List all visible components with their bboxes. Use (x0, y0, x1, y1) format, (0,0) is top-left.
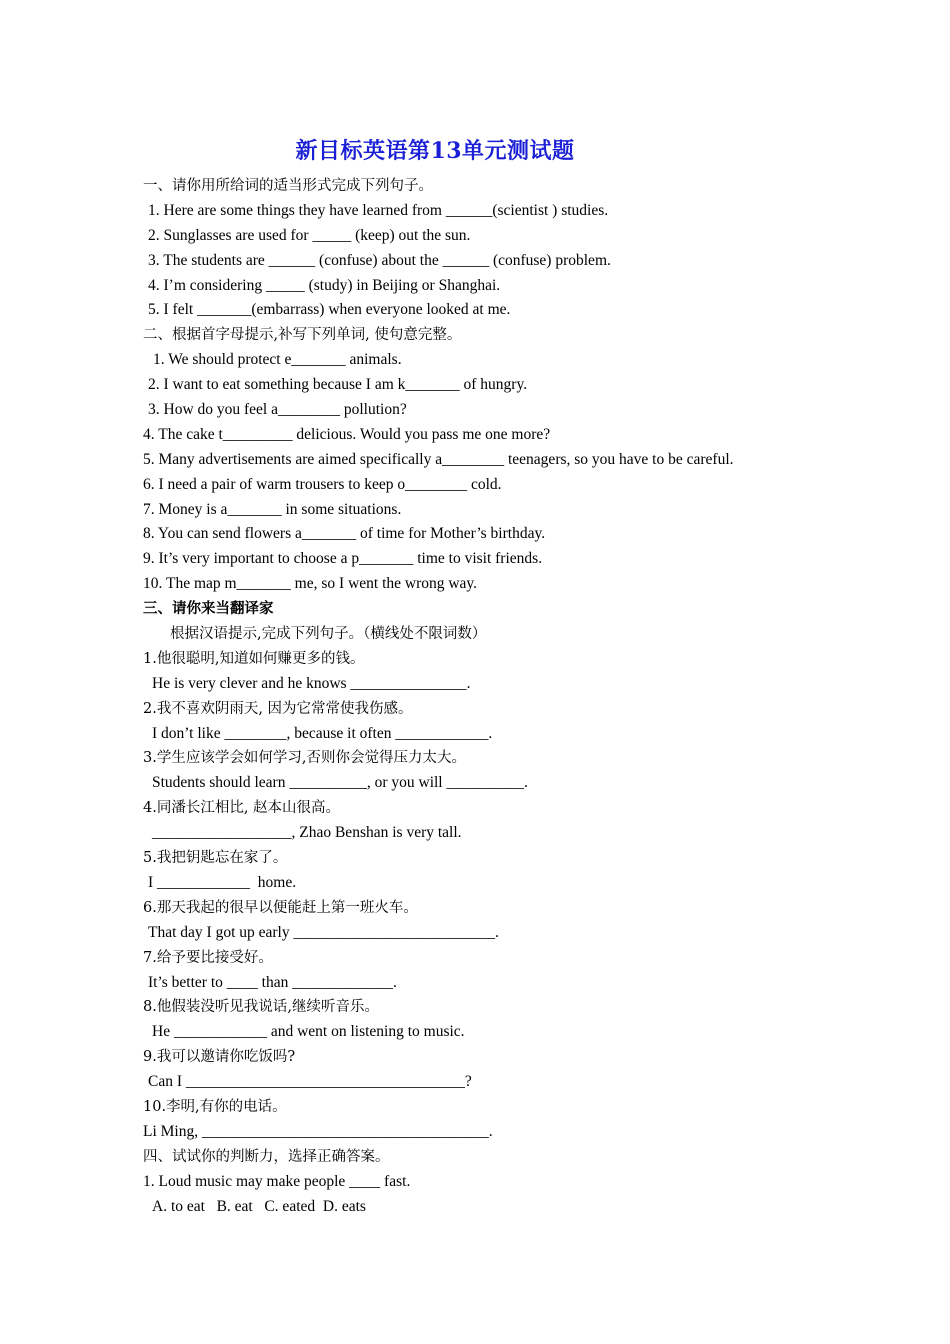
question-line: 1. Loud music may make people ____ fast. (143, 1172, 411, 1190)
question-line: 1. We should protect e_______ animals. (153, 351, 402, 369)
chinese-prompt: 6.那天我起的很早以便能赶上第一班火车。 (143, 899, 418, 916)
translation-line: Li Ming, _____________________________________. (143, 1122, 493, 1140)
section-1-heading: 一、请你用所给词的适当形式完成下列句子。 (143, 178, 433, 194)
chinese-prompt: 10.李明,有你的电话。 (143, 1098, 287, 1115)
translation-line: I don’t like ________, because it often ____________. (152, 724, 493, 742)
question-line: 4. I’m considering _____ (study) in Beijing or Shanghai. (148, 276, 501, 294)
chinese-prompt: 1.他很聪明,知道如何赚更多的钱。 (143, 650, 365, 667)
chinese-prompt: 3.学生应该学会如何学习,否则你会觉得压力太大。 (143, 750, 466, 767)
section-2-heading: 二、根据首字母提示,补写下列单词, 使句意完整。 (143, 327, 462, 344)
answer-options: A. to eat B. eat C. eated D. eats (152, 1197, 366, 1215)
chinese-prompt: 9.我可以邀请你吃饭吗? (143, 1049, 296, 1066)
translation-line: I ____________ home. (148, 873, 297, 891)
question-line: 10. The map m_______ me, so I went the wrong way. (143, 575, 478, 593)
question-line: 7. Money is a_______ in some situations. (143, 500, 402, 518)
question-line: 9. It’s very important to choose a p_______ time to visit friends. (143, 550, 543, 568)
question-line: 6. I need a pair of warm trousers to keep o________ cold. (143, 475, 502, 493)
chinese-prompt: 2.我不喜欢阴雨天, 因为它常常使我伤感。 (143, 700, 413, 717)
question-line: 5. Many advertisements are aimed specifically a________ teenagers, so you have to be careful. (143, 450, 734, 468)
question-line: 1. Here are some things they have learned from ______(scientist ) studies. (148, 201, 609, 219)
question-line: 3. How do you feel a________ pollution? (148, 401, 407, 419)
question-line: 2. Sunglasses are used for _____ (keep) out the sun. (148, 226, 471, 244)
translation-line: It’s better to ____ than _____________. (148, 973, 397, 991)
question-line: 8. You can send flowers a_______ of time for Mother’s birthday. (143, 525, 546, 543)
section-3-instruction: 根据汉语提示,完成下列句子。（横线处不限词数） (170, 626, 487, 643)
document-body (0, 174, 950, 1219)
chinese-prompt: 8.他假装没听见我说话,继续听音乐。 (143, 999, 379, 1016)
translation-line: He is very clever and he knows _______________. (152, 674, 471, 692)
translation-line: Can I ____________________________________? (148, 1073, 472, 1091)
question-line: 4. The cake t_________ delicious. Would you pass me one more? (143, 425, 551, 443)
chinese-prompt: 4.同潘长江相比, 赵本山很高。 (143, 800, 341, 817)
section-4-heading: 四、试试你的判断力，选择正确答案。 (143, 1148, 390, 1165)
chinese-prompt: 5.我把钥匙忘在家了。 (143, 850, 288, 867)
question-line: 5. I felt _______(embarrass) when everyone looked at me. (148, 301, 511, 319)
section-3-heading: 三、请你来当翻译家 (143, 600, 274, 618)
question-line: 3. The students are ______ (confuse) about the ______ (confuse) problem. (148, 251, 611, 269)
question-line: 2. I want to eat something because I am k_______ of hungry. (148, 376, 528, 394)
chinese-prompt: 7.给予要比接受好。 (143, 949, 273, 966)
translation-line: He ____________ and went on listening to music. (152, 1023, 465, 1041)
page-title: 新目标英语第13单元测试题 (295, 138, 575, 164)
translation-line: That day I got up early __________________________. (148, 923, 499, 941)
translation-line: Students should learn __________, or you will __________. (152, 774, 528, 792)
translation-line: __________________, Zhao Benshan is very tall. (152, 824, 462, 842)
